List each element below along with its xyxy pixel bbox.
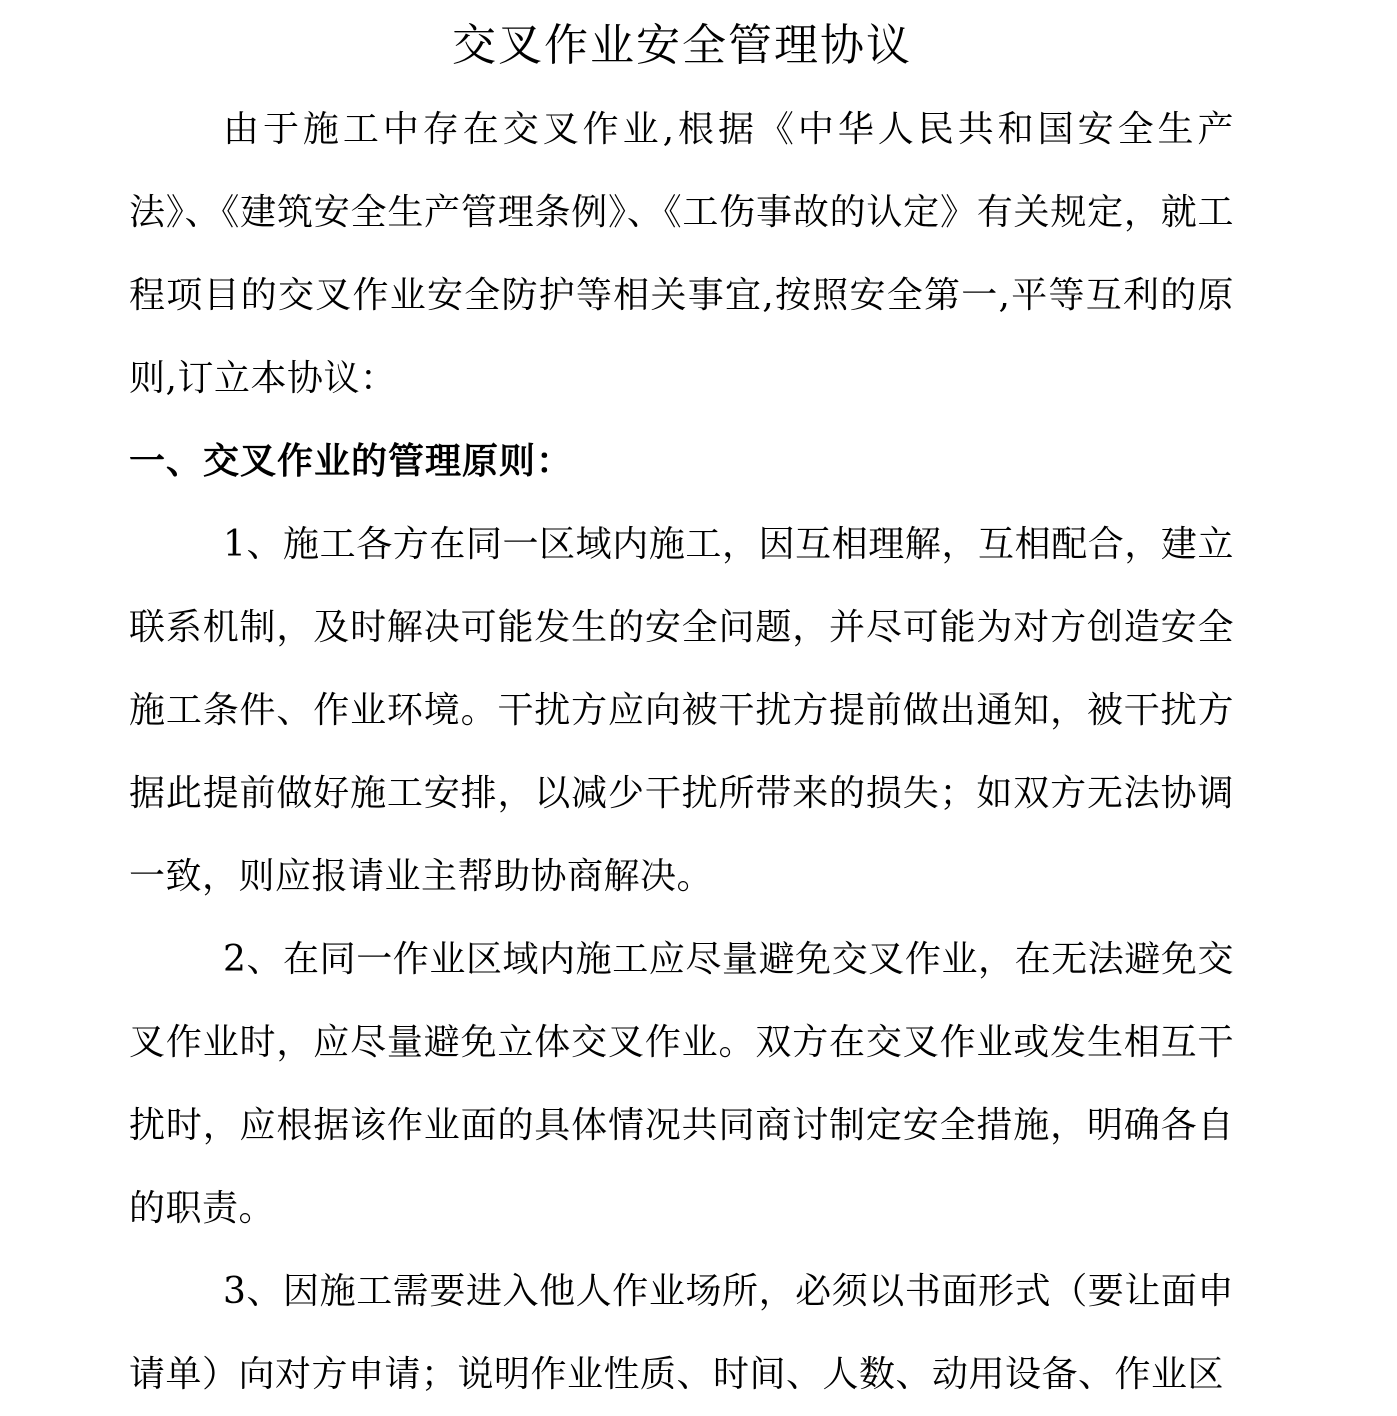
section-heading: 一、交叉作业的管理原则：	[129, 440, 574, 482]
document-title: 交叉作业安全管理协议	[452, 20, 912, 71]
document-body	[129, 88, 1234, 1416]
clause-paragraph: 1、施工各方在同一区域内施工，因互相理解，互相配合，建立联系机制，及时解决可能发生的安全问题，并尽可能为对方创造安全施工条件、作业环境。干扰方应向被干扰方提前做出通知，被干扰方据此提前做好施工安排，以减少干扰所带来的损失；如双方无法协调一致，则应报请业主帮助协商解决。	[129, 524, 1234, 897]
clause-paragraph: 2、在同一作业区域内施工应尽量避免交叉作业，在无法避免交叉作业时，应尽量避免立体交叉作业。双方在交叉作业或发生相互干扰时，应根据该作业面的具体情况共同商讨制定安全措施，明确各自的职责。	[129, 939, 1234, 1229]
clause-paragraph: 3、因施工需要进入他人作业场所，必须以书面形式（要让面申请单）向对方申请；说明作业性质、时间、人数、动用设备、作业区	[129, 1271, 1234, 1395]
intro-paragraph: 由于施工中存在交叉作业,根据《中华人民共和国安全生产法》、《建筑安全生产管理条例》、《工伤事故的认定》有关规定，就工程项目的交叉作业安全防护等相关事宜,按照安全第一,平等互利的原则,订立本协议：	[129, 109, 1234, 399]
